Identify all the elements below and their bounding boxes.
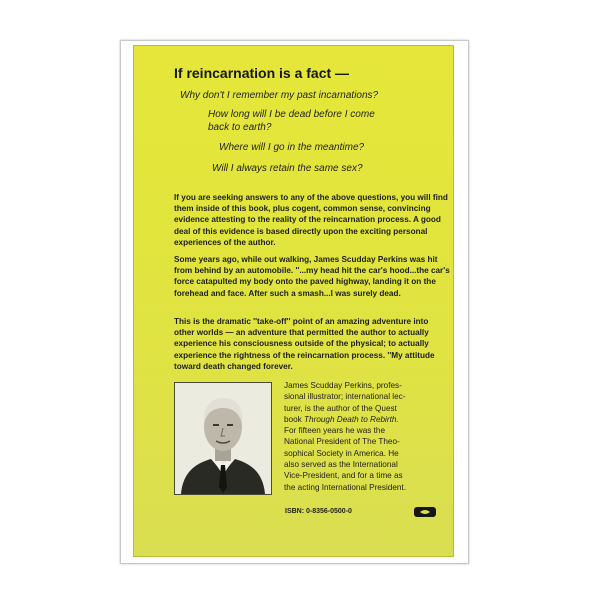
question-3: Where will I go in the meantime? <box>219 142 365 153</box>
bio-line-4: book <box>284 414 305 424</box>
bio-line-8: also served as the International <box>284 460 398 470</box>
author-bio <box>284 380 452 493</box>
paragraph-accident: Some years ago, while out walking, James Scudday Perkins was hit from behind by an automobile. ''...my head hit the car's hood...the car's force catapulted my body onto the paved highway, landing it on the forehead and face. After such a smash...I was surely dead. <box>174 255 450 298</box>
bio-line-10: the acting International President. <box>284 482 406 492</box>
paragraph-adventure: This is the dramatic ''take-off'' point of an amazing adventure into other worlds — an adventure that permitted the author to actually experience his consciousness outside of the physical; to actually experience the rightness of the reincarnation process. ''My attitude toward death changed forever. <box>174 317 435 371</box>
bio-line-9: Vice-President, and for a time as <box>284 471 403 481</box>
author-portrait-icon <box>175 383 271 494</box>
author-photo <box>174 382 272 495</box>
question-1: Why don't I remember my past incarnations? <box>180 90 379 101</box>
bio-line-2: sional illustrator; international lec- <box>284 392 406 402</box>
paragraph-intro: If you are seeking answers to any of the above questions, you will find them inside of this book, plus cogent, common sense, convincing evidence attesting to the reality of the reincarnation process. A good deal of this evidence is based directly upon the exciting personal experiences of the author. <box>174 193 448 247</box>
bio-line-6: National President of The Theo- <box>284 437 400 447</box>
question-2-line-1: How long will I be dead before I come <box>208 109 375 120</box>
question-4: Will I always retain the same sex? <box>212 163 363 174</box>
book-back-cover <box>133 45 454 557</box>
bio-book-title: Through Death to Rebirth. <box>304 414 399 424</box>
bio-line-7: sophical Society in America. He <box>284 448 399 458</box>
isbn: ISBN: 0-8356-0500-0 <box>285 508 352 515</box>
bio-line-5: For fifteen years he was the <box>284 426 386 436</box>
question-2-line-2: back to earth? <box>208 122 272 133</box>
publisher-logo-icon <box>414 507 436 517</box>
headline: If reincarnation is a fact — <box>174 65 350 81</box>
bio-line-3: turer, is the author of the Quest <box>284 403 397 413</box>
bio-line-1: James Scudday Perkins, profes- <box>284 381 402 390</box>
